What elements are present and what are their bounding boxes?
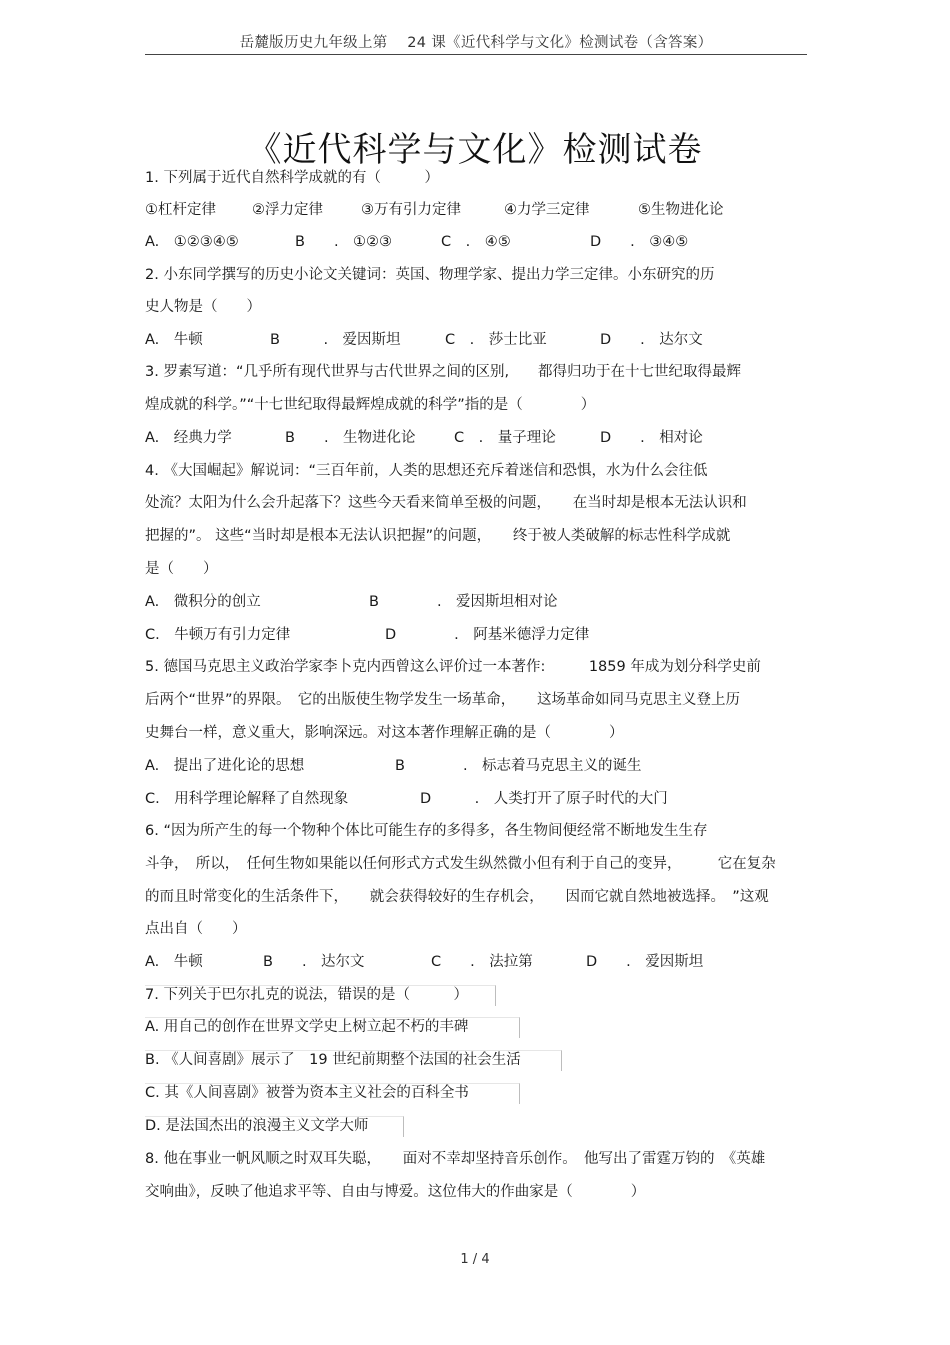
q2-option-b: B . 爱因斯坦 (270, 332, 401, 348)
table-border (145, 1116, 404, 1137)
q1-stem: 1. 下列属于近代自然科学成就的有（ ） (145, 170, 439, 186)
q5-line: 史舞台一样，意义重大，影响深远。对这本著作理解正确的是（ ） (145, 725, 624, 741)
q6-option-d: D . 爱因斯坦 (586, 954, 704, 970)
q3-option-b: B . 生物进化论 (285, 430, 416, 446)
q3-line: 3. 罗素写道：“几乎所有现代世界与古代世界之间的区别, 都得归功于在十七世纪取得最辉 (145, 364, 742, 380)
q4-line: 处流？太阳为什么会升起落下？这些今天看来简单至极的问题， 在当时却是根本无法认识和 (145, 495, 747, 511)
q6-line: 6. “因为所产生的每一个物种个体比可能生存的多得多，各生物间便经常不断地发生生存 (145, 823, 708, 839)
q7-text: B. 《人间喜剧》展示了 19 世纪前期整个法国的社会生活 (145, 1052, 521, 1068)
q2-line: 史人物是（ ） (145, 299, 261, 315)
q2-line: 2. 小东同学撰写的历史小论文关键词：英国、物理学家、提出力学三定律。小东研究的历 (145, 267, 715, 283)
q8-line: 8. 他在事业一帆风顺之时双耳失聪， 面对不幸却坚持音乐创作。 他写出了雷霆万钧的 《英雄 (145, 1151, 766, 1167)
q1-item: ①杠杆定律 (145, 202, 216, 218)
q2-option-d: D . 达尔文 (600, 332, 703, 348)
q3-option-a: A. 经典力学 (145, 430, 232, 446)
q2-option-c: C . 莎士比亚 (445, 332, 547, 348)
q3-option-d: D . 相对论 (600, 430, 703, 446)
q6-option-a: A. 牛顿 (145, 954, 203, 970)
q4-option-d: D . 阿基米德浮力定律 (385, 627, 590, 643)
q4-option-b: B . 爱因斯坦相对论 (369, 594, 558, 610)
q5-option-d: D . 人类打开了原子时代的大门 (420, 791, 668, 807)
q4-option-a: A. 微积分的创立 (145, 594, 261, 610)
q1-item: ②浮力定律 (252, 202, 323, 218)
q6-option-c: C . 法拉第 (431, 954, 533, 970)
table-border (145, 985, 496, 1006)
q6-option-b: B . 达尔文 (263, 954, 365, 970)
q7-text: 7. 下列关于巴尔扎克的说法，错误的是（ ） (145, 987, 468, 1003)
q5-line: 后两个“世界”的界限。 它的出版使生物学发生一场革命， 这场革命如同马克思主义登上历 (145, 692, 741, 708)
q7-text: D. 是法国杰出的浪漫主义文学大师 (145, 1118, 369, 1134)
q4-line: 4. 《大国崛起》解说词：“三百年前，人类的思想还充斥着迷信和恐惧，水为什么会往低 (145, 463, 708, 479)
q4-line: 是（ ） (145, 561, 218, 577)
q1-option-c: C . ④⑤ (441, 234, 511, 250)
q5-line: 5. 德国马克思主义政治学家李卜克内西曾这么评价过一本著作: 1859 年成为划分科学史前 (145, 659, 761, 675)
page-title: 《近代科学与文化》检测试卷 (247, 130, 703, 170)
q1-item: ④力学三定律 (504, 202, 590, 218)
q6-line: 点出自（ ） (145, 921, 247, 937)
q5-option-a: A. 提出了进化论的思想 (145, 758, 305, 774)
q5-option-c: C. 用科学理论解释了自然现象 (145, 791, 349, 807)
q1-item: ⑤生物进化论 (638, 202, 724, 218)
q3-option-c: C . 量子理论 (454, 430, 556, 446)
q1-option-d: D . ③④⑤ (590, 234, 689, 250)
q8-line: 交响曲》，反映了他追求平等、自由与博爱。这位伟大的作曲家是（ ） (145, 1184, 646, 1200)
page-number: 1 / 4 (460, 1252, 490, 1267)
q6-line: 的而且时常变化的生活条件下， 就会获得较好的生存机会， 因而它就自然地被选择。 ”这观 (145, 889, 769, 905)
table-border (145, 1050, 562, 1071)
q3-line: 煌成就的科学。”“十七世纪取得最辉煌成就的科学”指的是（ ） (145, 397, 596, 413)
q1-item: ③万有引力定律 (361, 202, 461, 218)
q1-option-a: A. ①②③④⑤ (145, 234, 239, 250)
q6-line: 斗争， 所以， 任何生物如果能以任何形式方式发生纵然微小但有利于自己的变异， 它在复杂 (145, 856, 776, 872)
q5-option-b: B . 标志着马克思主义的诞生 (395, 758, 642, 774)
q2-option-a: A. 牛顿 (145, 332, 203, 348)
q7-text: C. 其《人间喜剧》被誉为资本主义社会的百科全书 (145, 1085, 469, 1101)
page-header: 岳麓版历史九年级上第 24 课《近代科学与文化》检测试卷（含答案） (239, 35, 713, 51)
q4-line: 把握的”。 这些“当时却是根本无法认识把握”的问题， 终于被人类破解的标志性科学成就 (145, 528, 731, 544)
q4-option-c: C. 牛顿万有引力定律 (145, 627, 291, 643)
table-border (145, 1083, 520, 1104)
header-rule (145, 54, 807, 55)
q1-option-b: B . ①②③ (295, 234, 393, 250)
q7-text: A. 用自己的创作在世界文学史上树立起不朽的丰碑 (145, 1019, 469, 1035)
table-border (145, 1017, 520, 1038)
